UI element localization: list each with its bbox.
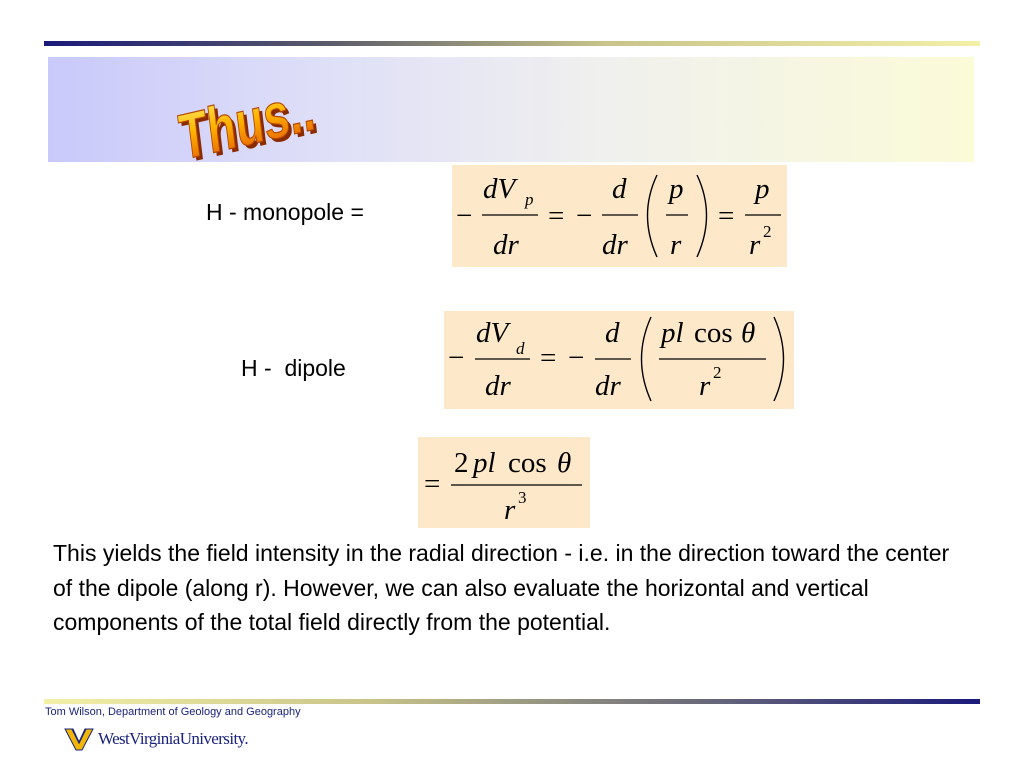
eq3-theta: θ [557, 447, 572, 479]
eq1-p: p [669, 173, 684, 205]
eq1-r: r [670, 229, 682, 261]
bottom-rule [44, 699, 980, 704]
eq3-two: 2 [454, 447, 469, 479]
eq2-dr: dr [485, 370, 511, 402]
eq2-right-paren [774, 317, 784, 401]
eq1-right-paren [697, 175, 707, 257]
eq2-pl: pl [661, 317, 684, 349]
slide-title [168, 62, 338, 180]
eq2-dr-2: dr [595, 370, 621, 402]
explanation-paragraph: This yields the field intensity in the radial direction - i.e. in the direction toward the center of the dipole (along r). However, we can also evaluate the horizontal and vertical components of the total field directly from the potential. [53, 540, 950, 635]
eq2-left-paren [642, 317, 652, 401]
eq1-r-2: r [749, 229, 761, 261]
eq2-minus-2: − [568, 342, 585, 374]
eq2-exponent: 2 [713, 363, 722, 382]
dipole-result-equation [418, 437, 590, 528]
eq1-dr-2: dr [602, 229, 628, 261]
eq2-equals: = [540, 342, 557, 374]
eq2-cos: cos [694, 317, 733, 349]
eq3-exponent: 3 [518, 488, 527, 507]
wvu-flying-wv-icon [64, 726, 94, 752]
slide-title-text: Thus.. [175, 62, 338, 174]
dipole-label: H - dipole [241, 355, 346, 381]
eq1-dr: dr [493, 229, 519, 261]
dipole-equation [444, 311, 794, 409]
eq1-minus: − [456, 200, 473, 232]
eq1-p-2: p [755, 173, 770, 205]
eq1-d: d [612, 173, 627, 205]
wvu-logo [64, 724, 248, 754]
footer-credit: Tom Wilson, Department of Geology and Geography [45, 706, 301, 718]
eq3-cos: cos [508, 447, 547, 479]
eq1-equals-2: = [718, 200, 735, 232]
wvu-wordmark: WestVirginiaUniversity. [98, 729, 249, 748]
eq1-p-subscript: p [525, 190, 534, 209]
eq3-pl: pl [473, 447, 496, 479]
slide-title-shadow: Thus.. [178, 63, 338, 178]
eq1-exponent: 2 [763, 222, 772, 241]
eq2-d-subscript: d [516, 339, 525, 358]
eq1-left-paren [648, 175, 658, 257]
eq1-dV: dV [483, 173, 516, 205]
eq2-minus: − [448, 342, 465, 374]
eq2-dV: dV [476, 317, 509, 349]
monopole-equation [452, 165, 787, 267]
eq2-r: r [699, 370, 711, 402]
monopole-label: H - monopole = [206, 199, 364, 225]
eq2-theta: θ [741, 317, 756, 349]
eq1-minus-2: − [576, 200, 593, 232]
eq3-equals: = [424, 468, 441, 500]
eq2-d: d [605, 317, 620, 349]
eq1-equals: = [548, 200, 565, 232]
eq3-r: r [504, 494, 516, 526]
top-rule [44, 41, 980, 46]
